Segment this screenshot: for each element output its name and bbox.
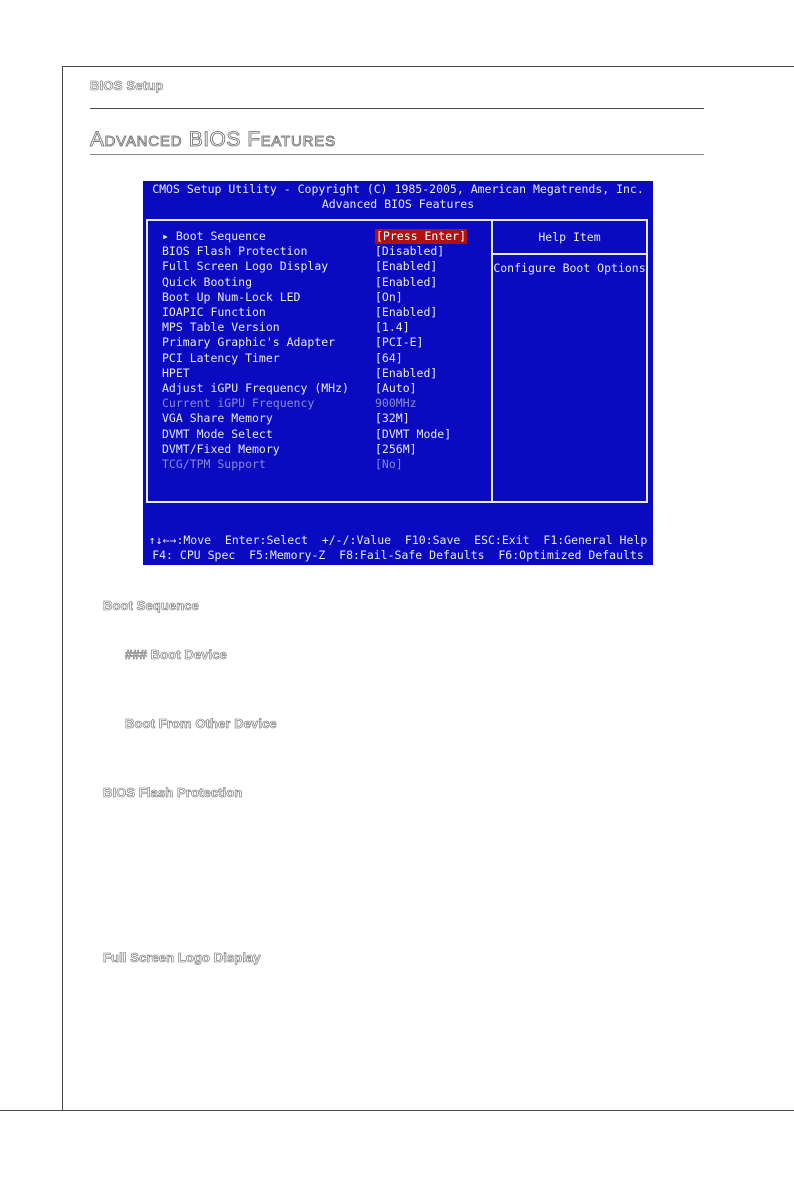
menu-item-vga-share-memory[interactable]: VGA Share Memory [32M] (162, 411, 410, 426)
help-title: Help Item (538, 230, 601, 244)
menu-item-adjust-igpu-frequency[interactable]: Adjust iGPU Frequency (MHz) [Auto] (162, 381, 417, 395)
menu-item-ioapic-function[interactable]: IOAPIC Function [Enabled] (162, 305, 438, 319)
bios-title: CMOS Setup Utility - Copyright (C) 1985-2005, American Megatrends, Inc. Advanced BIOS Features (152, 182, 644, 212)
left-rule (62, 66, 63, 1111)
menu-item-num-lock-led[interactable]: Boot Up Num-Lock LED [On] (162, 289, 403, 304)
top-rule (62, 66, 794, 67)
heading-boot-sequence: Boot Sequence (103, 598, 199, 613)
page-header: BIOS Setup (90, 78, 164, 93)
heading-bios-flash-protection: BIOS Flash Protection (103, 785, 243, 800)
menu-item-mps-table-version[interactable]: MPS Table Version [1.4] (162, 320, 410, 335)
menu-item-full-screen-logo[interactable]: Full Screen Logo Display [Enabled] (162, 259, 438, 274)
menu-item-hpet[interactable]: HPET [Enabled] (162, 365, 438, 380)
heading-full-screen-logo: Full Screen Logo Display (103, 950, 261, 965)
bios-key-help: ↑↓←→:Move Enter:Select +/-/:Value F10:Save ESC:Exit F1:General Help F4: CPU Spec F5:Memory-Z F8:Fail-Safe Defaults F6:Optimized Defaults (148, 533, 648, 563)
bottom-rule (0, 1110, 794, 1111)
bios-screen (143, 181, 653, 565)
menu-value-selected: [Press Enter] (376, 229, 467, 243)
heading-boot-other-device: Boot From Other Device (125, 716, 277, 731)
menu-item-dvmt-fixed-memory[interactable]: DVMT/Fixed Memory [256M] (162, 441, 417, 456)
menu-item-pci-latency-timer[interactable]: PCI Latency Timer [64] (162, 350, 403, 365)
frame-divider-horizontal (493, 253, 646, 255)
menu-item-bios-flash-protection[interactable]: BIOS Flash Protection [Disabled] (162, 244, 445, 259)
section-underline (90, 154, 704, 155)
section-title: ADVANCED BIOS FEATURES (90, 128, 336, 151)
menu-item-quick-booting[interactable]: Quick Booting [Enabled] (162, 274, 438, 289)
menu-item-dvmt-mode-select[interactable]: DVMT Mode Select [DVMT Mode] (162, 426, 452, 441)
help-text: Configure Boot Options (493, 261, 646, 275)
heading-boot-device: ### Boot Device (125, 647, 227, 662)
menu-item-tcg-tpm-support: TCG/TPM Support [No] (162, 457, 403, 471)
menu-item-current-igpu-frequency: Current iGPU Frequency 900MHz (162, 396, 417, 411)
bios-menu-frame (146, 219, 648, 503)
menu-item-primary-graphics-adapter[interactable]: Primary Graphic's Adapter [PCI-E] (162, 335, 424, 350)
header-underline (90, 108, 704, 109)
menu-item-boot-sequence[interactable]: ▸ Boot Sequence [Press Enter] (162, 229, 467, 243)
